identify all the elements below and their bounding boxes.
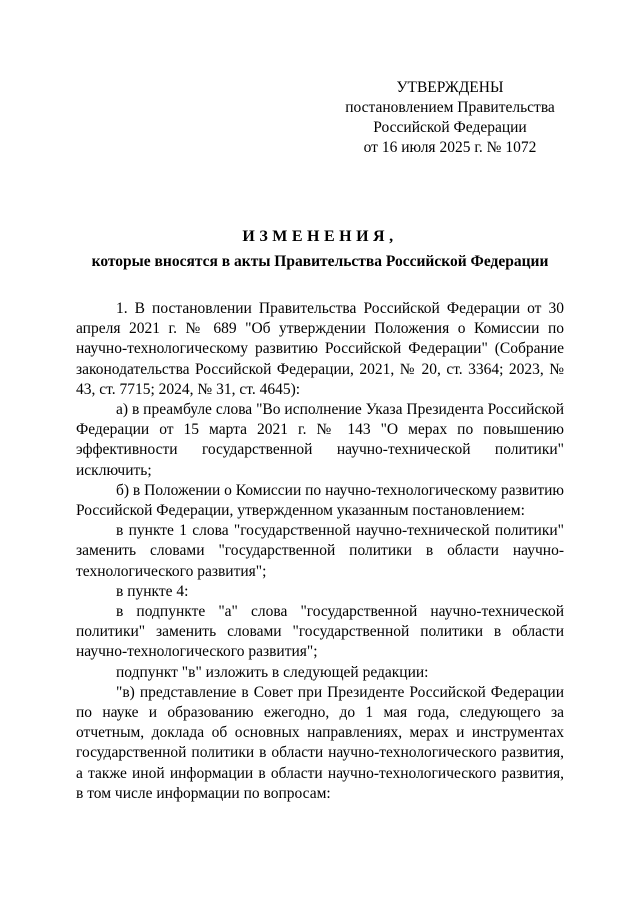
paragraph-subpoint-a: в подпункте "а" слова "государственной научно-технической политики" заменить словами "государственной политики в области научно-технологического развития";	[76, 603, 564, 661]
approval-line: постановлением Правительства	[345, 99, 555, 116]
approval-date-number: от 16 июля 2025 г. № 1072	[363, 139, 537, 156]
paragraph-subpoint-v-text: "в) представление в Совет при Президенте Российской Федерации по науке и образованию ежегодно, до 1 мая года, следующего за отчетным, доклада об основных направлениях, мерах и инструментах государственной политики в области научно-технологического развития, а также иной информации в области научно-технологического развития, в том числе информации по вопросам:	[76, 683, 564, 802]
document-subtitle: которые вносятся в акты Правительства Российской Федерации	[91, 253, 549, 270]
approval-line: Российской Федерации	[373, 119, 527, 136]
paragraph-subpoint-v: подпункт "в" изложить в следующей редакции:	[116, 663, 429, 681]
paragraph-subitem-a: а) в преамбуле слова "Во исполнение Указа Президента Российской Федерации от 15 марта 2021 г. № 143 "О мерах по повышению эффективности государственной научно-технической политики" исключить;	[76, 401, 564, 479]
document-title: ИЗМЕНЕНИЯ,	[242, 228, 398, 245]
paragraph-subitem-b: б) в Положении о Комиссии по научно-технологическому развитию Российской Федерации, утвержденном указанным постановлением:	[76, 481, 564, 520]
approval-block	[330, 78, 570, 158]
approval-heading: УТВЕРЖДЕНЫ	[396, 79, 504, 96]
paragraph-point-1: в пункте 1 слова "государственной научно-технической политики" заменить словами "государственной политики в области научно-технологического развития";	[76, 522, 564, 580]
paragraph-item-1: 1. В постановлении Правительства Российской Федерации от 30 апреля 2021 г. № 689 "Об утверждении Положения о Комиссии по научно-технологическому развитию Российской Федерации" (Собрание законодательства Российской Федерации, 2021, № 20, ст. 3364; 2023, № 43, ст. 7715; 2024, № 31, ст. 4645):	[76, 300, 564, 398]
paragraph-point-4: в пункте 4:	[116, 582, 189, 600]
document-body	[76, 299, 564, 804]
